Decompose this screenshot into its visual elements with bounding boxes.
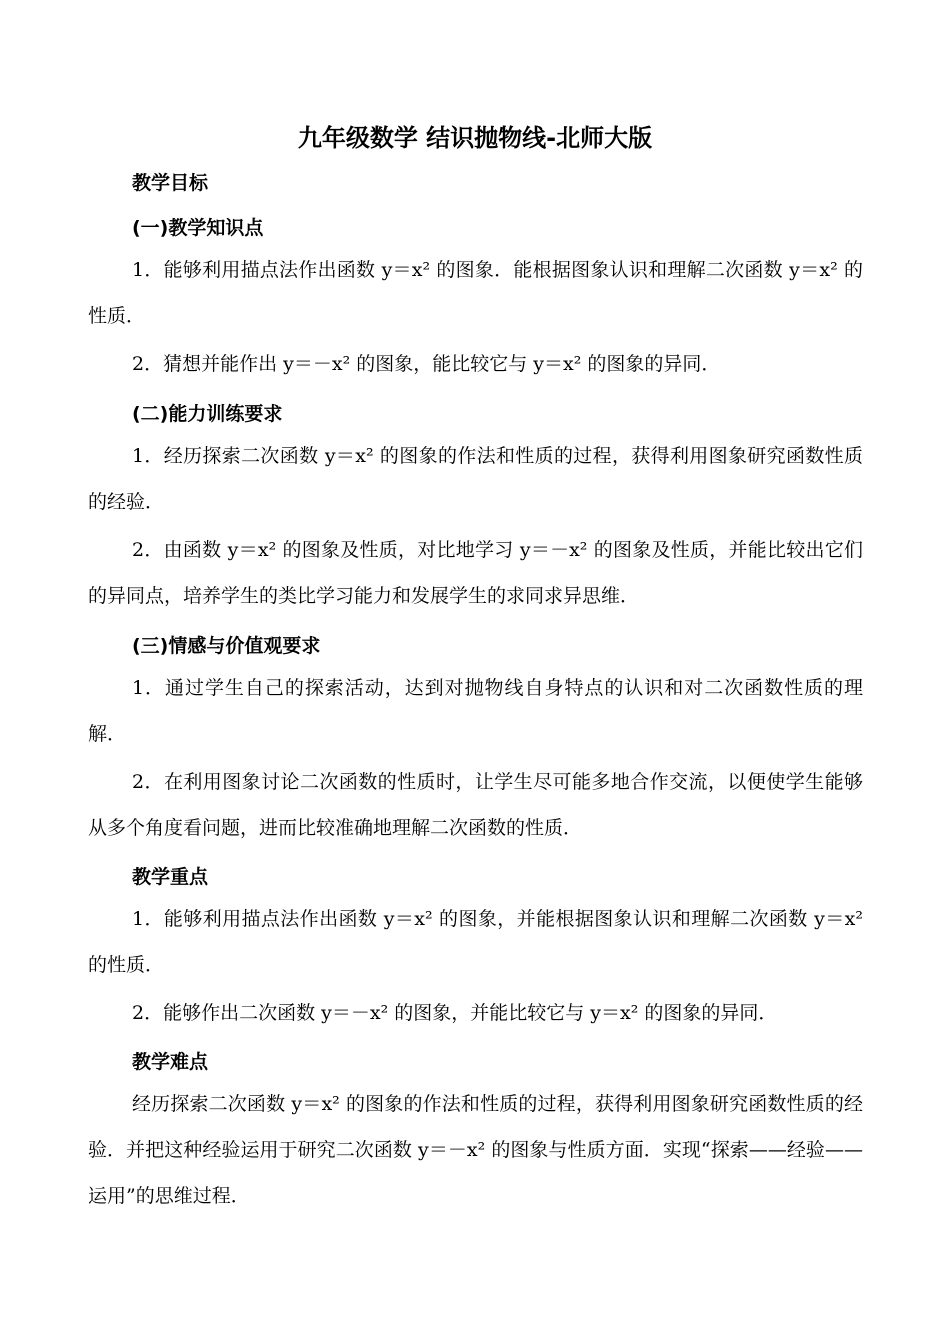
heading-knowledge-points: (一)教学知识点 (132, 217, 264, 239)
paragraph-knowledge-2: 2．猜想并能作出 y＝－x² 的图象，能比较它与 y＝x² 的图象的异同． (132, 353, 721, 375)
document-title: 九年级数学 结识抛物线-北师大版 (297, 124, 653, 152)
paragraph-emotion-1: 1．通过学生自己的探索活动，达到对抛物线自身特点的认识和对二次函数性质的理解． (88, 677, 863, 745)
paragraph-difficulty-1: 经历探索二次函数 y＝x² 的图象的作法和性质的过程，获得利用图象研究函数性质的经验．并把这种经验运用于研究二次函数 y＝－x² 的图象与性质方面．实现“探索——经验——运用”的思维过程． (88, 1093, 863, 1207)
paragraph-emotion-2: 2．在利用图象讨论二次函数的性质时，让学生尽可能多地合作交流，以便使学生能够从多个角度看问题，进而比较准确地理解二次函数的性质． (88, 771, 863, 839)
paragraph-knowledge-1: 1．能够利用描点法作出函数 y＝x² 的图象．能根据图象认识和理解二次函数 y＝x² 的性质． (88, 259, 863, 327)
paragraph-key-2: 2．能够作出二次函数 y＝－x² 的图象，并能比较它与 y＝x² 的图象的异同． (132, 1002, 778, 1024)
heading-teaching-key-points: 教学重点 (132, 866, 209, 888)
heading-teaching-goals: 教学目标 (132, 172, 209, 194)
paragraph-ability-2: 2．由函数 y＝x² 的图象及性质，对比地学习 y＝－x² 的图象及性质，并能比较出它们的异同点，培养学生的类比学习能力和发展学生的求同求异思维． (88, 539, 863, 607)
paragraph-key-1: 1．能够利用描点法作出函数 y＝x² 的图象，并能根据图象认识和理解二次函数 y＝x² 的性质． (88, 908, 863, 976)
heading-teaching-difficulties: 教学难点 (132, 1051, 209, 1073)
heading-ability-requirements: (二)能力训练要求 (132, 403, 283, 425)
heading-emotion-values: (三)情感与价值观要求 (132, 635, 321, 657)
paragraph-ability-1: 1．经历探索二次函数 y＝x² 的图象的作法和性质的过程，获得利用图象研究函数性质的经验． (88, 445, 863, 513)
